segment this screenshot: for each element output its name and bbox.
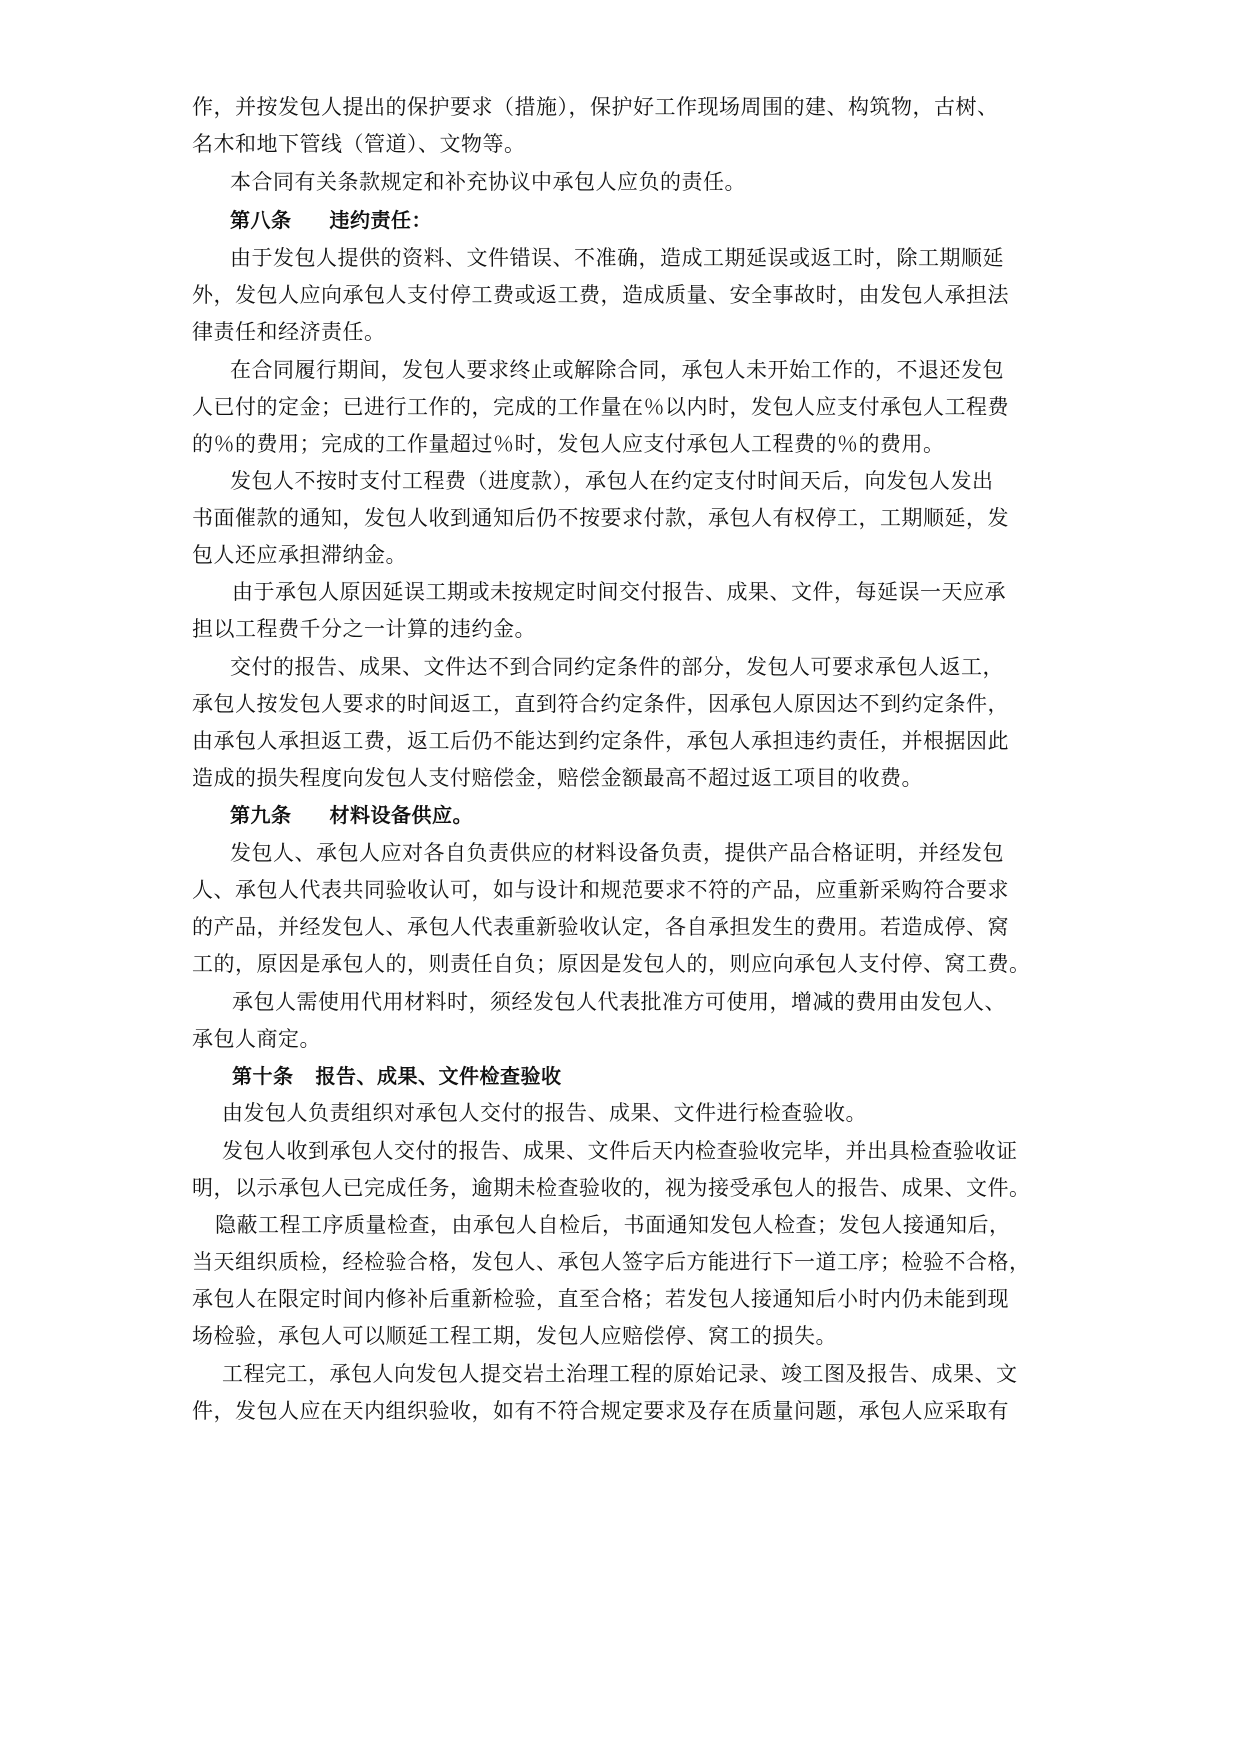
- paragraph-line: 承包人在限定时间内修补后重新检验，直至合格；若发包人接通知后小时内仍未能到现: [192, 1287, 1009, 1311]
- article-8-number: 第八条: [230, 208, 292, 232]
- article-8-title: 违约责任：: [329, 208, 432, 232]
- paragraph-line: 的％的费用；完成的工作量超过％时，发包人应支付承包人工程费的％的费用。: [192, 432, 945, 456]
- paragraph-line: 由发包人负责组织对承包人交付的报告、成果、文件进行检查验收。: [222, 1101, 867, 1125]
- article-10-number: 第十条: [232, 1064, 294, 1088]
- paragraph-line: 名木和地下管线（管道）、文物等。: [192, 132, 526, 156]
- article-9-heading: [230, 800, 473, 830]
- paragraph-line: 发包人不按时支付工程费（进度款），承包人在约定支付时间天后，向发包人发出: [230, 469, 994, 493]
- paragraph-line: 包人还应承担滞纳金。: [192, 543, 407, 567]
- paragraph-line: 由承包人承担返工费，返工后仍不能达到约定条件，承包人承担违约责任，并根据因此: [192, 729, 1009, 753]
- paragraph-line: 工程完工，承包人向发包人提交岩土治理工程的原始记录、竣工图及报告、成果、文: [222, 1362, 1018, 1386]
- article-8-heading: [230, 205, 432, 235]
- paragraph-line: 工的，原因是承包人的，则责任自负；原因是发包人的，则应向承包人支付停、窝工费。: [192, 952, 1031, 976]
- paragraph-line: 隐蔽工程工序质量检查，由承包人自检后，书面通知发包人检查；发包人接通知后，: [215, 1213, 1011, 1237]
- paragraph-line: 发包人收到承包人交付的报告、成果、文件后天内检查验收完毕，并出具检查验收证: [222, 1139, 1018, 1163]
- paragraph-line: 的产品，并经发包人、承包人代表重新验收认定，各自承担发生的费用。若造成停、窝: [192, 915, 1009, 939]
- article-10-heading: [232, 1061, 562, 1091]
- article-9-number: 第九条: [230, 803, 292, 827]
- paragraph-line: 由于发包人提供的资料、文件错误、不准确，造成工期延误或返工时，除工期顺延: [230, 246, 1004, 270]
- paragraph-line: 作，并按发包人提出的保护要求（措施），保护好工作现场周围的建、构筑物，古树、: [192, 95, 999, 119]
- paragraph-line: 承包人按发包人要求的时间返工，直到符合约定条件，因承包人原因达不到约定条件，: [192, 692, 1009, 716]
- article-9-title: 材料设备供应。: [329, 803, 473, 827]
- paragraph-line: 担以工程费千分之一计算的违约金。: [192, 617, 536, 641]
- paragraph-line: 由于承包人原因延误工期或未按规定时间交付报告、成果、文件，每延误一天应承: [232, 580, 1006, 604]
- paragraph-line: 人、承包人代表共同验收认可，如与设计和规范要求不符的产品，应重新采购符合要求: [192, 878, 1009, 902]
- paragraph-line: 交付的报告、成果、文件达不到合同约定条件的部分，发包人可要求承包人返工，: [230, 655, 1004, 679]
- paragraph-line: 造成的损失程度向发包人支付赔偿金，赔偿金额最高不超过返工项目的收费。: [192, 766, 923, 790]
- paragraph-line: 书面催款的通知，发包人收到通知后仍不按要求付款，承包人有权停工，工期顺延，发: [192, 506, 1009, 530]
- paragraph-line: 承包人需使用代用材料时，须经发包人代表批准方可使用，增减的费用由发包人、: [232, 990, 1006, 1014]
- paragraph-line: 件，发包人应在天内组织验收，如有不符合规定要求及存在质量问题，承包人应采取有: [192, 1399, 1009, 1423]
- article-10-title: 报告、成果、文件检查验收: [315, 1064, 562, 1088]
- paragraph-line: 本合同有关条款规定和补充协议中承包人应负的责任。: [230, 170, 746, 194]
- paragraph-line: 明，以示承包人已完成任务，逾期未检查验收的，视为接受承包人的报告、成果、文件。: [192, 1176, 1031, 1200]
- paragraph-line: 承包人商定。: [192, 1027, 321, 1051]
- paragraph-line: 外，发包人应向承包人支付停工费或返工费，造成质量、安全事故时，由发包人承担法: [192, 283, 1009, 307]
- paragraph-line: 当天组织质检，经检验合格，发包人、承包人签字后方能进行下一道工序；检验不合格，: [192, 1250, 1031, 1274]
- paragraph-line: 人已付的定金；已进行工作的，完成的工作量在％以内时，发包人应支付承包人工程费: [192, 395, 1009, 419]
- paragraph-line: 场检验，承包人可以顺延工程工期，发包人应赔偿停、窝工的损失。: [192, 1324, 837, 1348]
- paragraph-line: 发包人、承包人应对各自负责供应的材料设备负责，提供产品合格证明，并经发包: [230, 841, 1004, 865]
- paragraph-line: 在合同履行期间，发包人要求终止或解除合同，承包人未开始工作的，不退还发包: [230, 358, 1004, 382]
- paragraph-line: 律责任和经济责任。: [192, 320, 386, 344]
